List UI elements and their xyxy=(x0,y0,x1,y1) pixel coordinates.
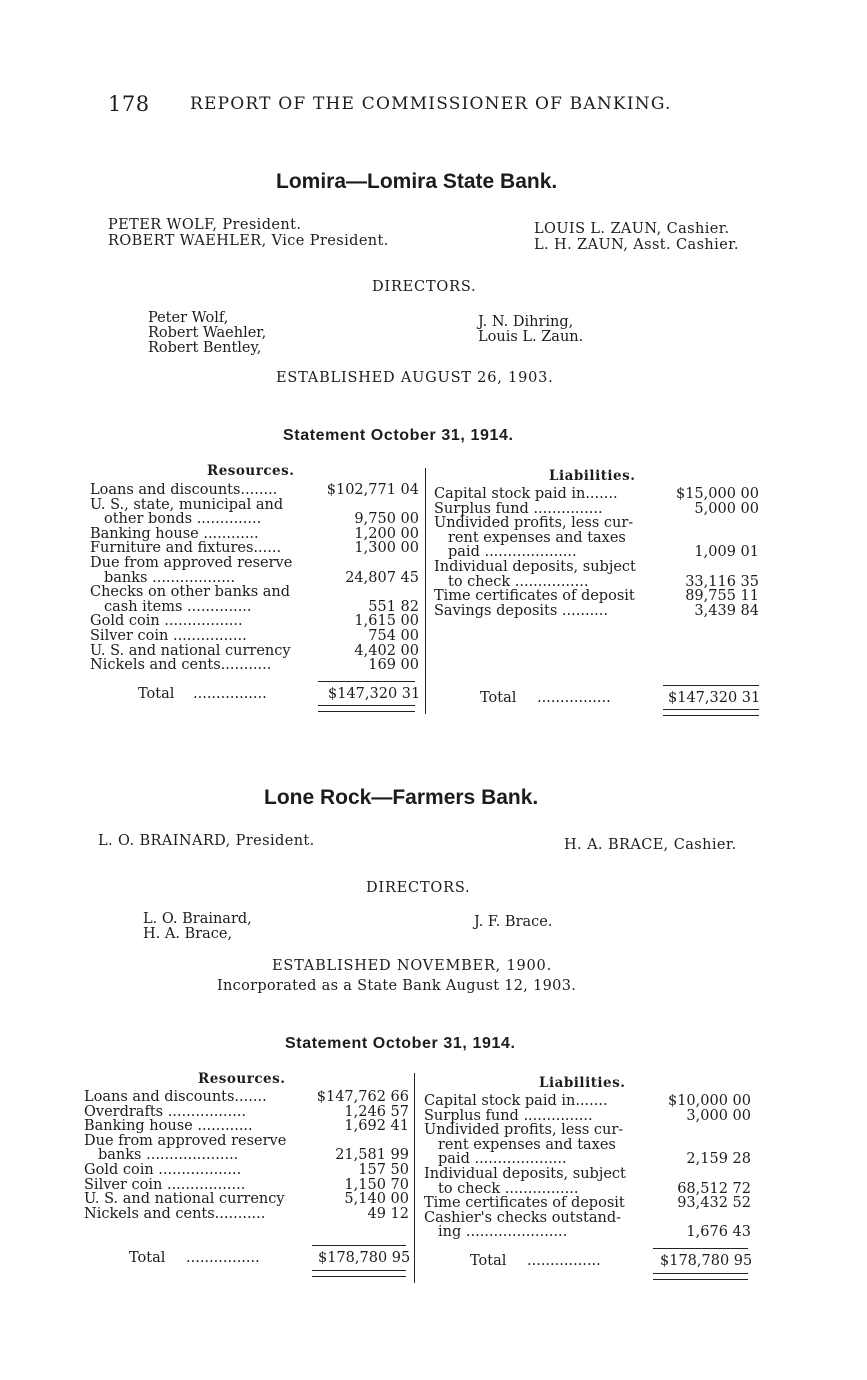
resources-total: $178,780 95 xyxy=(318,1250,411,1266)
sum-rule xyxy=(318,681,415,682)
row-amount: 2,159 28 xyxy=(686,1151,751,1168)
sum-rule xyxy=(653,1248,748,1249)
resources-total: $147,320 31 xyxy=(328,686,421,702)
officer: ROBERT WAEHLER, Vice President. xyxy=(108,233,389,249)
statement-row xyxy=(90,658,419,673)
row-label: Individual deposits, subject xyxy=(434,559,636,575)
row-label: Silver coin ................. xyxy=(84,1177,246,1193)
statement-row xyxy=(90,644,419,659)
director: H. A. Brace, xyxy=(143,926,233,942)
statement-row xyxy=(424,1182,751,1197)
row-amount: 157 50 xyxy=(358,1161,409,1178)
directors-right xyxy=(474,915,552,930)
statement-row xyxy=(90,600,419,615)
row-label: Nickels and cents........... xyxy=(84,1206,266,1222)
row-label: Undivided profits, less cur- xyxy=(434,516,634,531)
officer: LOUIS L. ZAUN, Cashier. xyxy=(534,221,730,237)
established-date: ESTABLISHED AUGUST 26, 1903. xyxy=(276,370,554,386)
statement-row xyxy=(84,1207,409,1222)
page-number: 178 xyxy=(108,92,150,116)
row-amount: 3,000 00 xyxy=(686,1107,751,1124)
row-label: Individual deposits, subject xyxy=(424,1166,626,1182)
officers-left xyxy=(108,217,389,249)
row-label: to check ................ xyxy=(448,574,589,590)
total-label: Total xyxy=(138,686,175,702)
statement-row xyxy=(434,487,759,502)
statement-title: Statement October 31, 1914. xyxy=(283,427,514,444)
column-divider xyxy=(425,468,426,714)
statement-row xyxy=(90,483,419,498)
statement-row xyxy=(424,1123,751,1138)
row-label: Capital stock paid in....... xyxy=(434,487,618,502)
statement-row xyxy=(434,560,759,575)
double-rule xyxy=(312,1270,406,1277)
officers-left xyxy=(98,833,315,849)
row-label: ing ...................... xyxy=(438,1225,568,1240)
running-title: REPORT OF THE COMMISSIONER OF BANKING. xyxy=(190,94,672,114)
row-label: Banking house ............ xyxy=(90,526,259,542)
director: J. F. Brace. xyxy=(474,914,553,930)
row-amount: 9,750 00 xyxy=(354,511,419,528)
row-label: cash items .............. xyxy=(104,599,252,615)
row-amount: 1,246 57 xyxy=(344,1103,409,1120)
director: L. O. Brainard, xyxy=(143,911,252,927)
row-amount: 93,432 52 xyxy=(677,1195,751,1212)
row-label: Due from approved reserve xyxy=(90,555,293,571)
row-amount: 4,402 00 xyxy=(354,642,419,659)
row-label: U. S. and national currency xyxy=(84,1192,285,1207)
row-amount: 5,140 00 xyxy=(344,1191,409,1208)
statement-row xyxy=(84,1090,409,1105)
statement-row xyxy=(90,527,419,542)
row-amount: 49 12 xyxy=(367,1205,409,1222)
liabilities-total: $147,320 31 xyxy=(668,690,761,706)
statement-row xyxy=(434,531,759,546)
officer: PETER WOLF, President. xyxy=(108,217,302,233)
statement-row xyxy=(84,1178,409,1193)
incorporation-note: Incorporated as a State Bank August 12, 1903. xyxy=(217,978,577,994)
row-amount: 33,116 35 xyxy=(685,573,759,590)
row-label: Loans and discounts....... xyxy=(84,1090,267,1105)
statement-row xyxy=(90,585,419,600)
bank-title: Lone Rock—Farmers Bank. xyxy=(264,786,539,809)
statement-row xyxy=(90,498,419,513)
liabilities-table xyxy=(424,1094,751,1240)
row-amount: 1,676 43 xyxy=(686,1224,751,1241)
statement-row xyxy=(434,502,759,517)
officers-right xyxy=(534,221,739,253)
row-label: banks .................... xyxy=(98,1148,239,1163)
total-label: Total xyxy=(129,1250,166,1266)
statement-row xyxy=(424,1167,751,1182)
resources-heading: Resources. xyxy=(207,463,295,479)
row-amount: $102,771 04 xyxy=(326,482,419,498)
double-rule xyxy=(663,709,759,716)
statement-row xyxy=(84,1119,409,1134)
statement-row xyxy=(90,629,419,644)
row-amount: 21,581 99 xyxy=(335,1147,409,1164)
row-label: Banking house ............ xyxy=(84,1119,253,1134)
total-leader: ................ xyxy=(537,690,611,706)
resources-total-label xyxy=(138,686,267,702)
row-amount: 3,439 84 xyxy=(694,602,759,619)
row-label: Due from approved reserve xyxy=(84,1133,287,1149)
row-label: Gold coin ................. xyxy=(90,614,243,629)
resources-table xyxy=(90,483,419,673)
directors-left xyxy=(143,912,252,942)
double-rule xyxy=(318,705,415,712)
statement-row xyxy=(424,1109,751,1124)
row-amount: 5,000 00 xyxy=(694,500,759,517)
row-amount: $147,762 66 xyxy=(316,1089,409,1105)
statement-row xyxy=(84,1148,409,1163)
row-amount: 1,009 01 xyxy=(694,544,759,561)
director: Louis L. Zaun. xyxy=(478,329,584,345)
row-label: banks .................. xyxy=(104,570,236,586)
sum-rule xyxy=(312,1245,406,1246)
bank-title: Lomira—Lomira State Bank. xyxy=(276,170,558,193)
statement-row xyxy=(424,1196,751,1211)
row-label: Surplus fund ............... xyxy=(424,1108,593,1124)
statement-row xyxy=(84,1105,409,1120)
row-label: Checks on other banks and xyxy=(90,585,291,600)
liabilities-total-label xyxy=(470,1253,601,1269)
directors-left xyxy=(148,311,266,356)
liabilities-heading: Liabilities. xyxy=(549,468,636,484)
row-label: U. S. and national currency xyxy=(90,643,291,659)
statement-row xyxy=(90,512,419,527)
double-rule xyxy=(653,1273,748,1280)
total-label: Total xyxy=(470,1253,507,1269)
liabilities-table xyxy=(434,487,759,618)
sum-rule xyxy=(663,685,759,686)
statement-row xyxy=(424,1211,751,1226)
row-label: Time certificates of deposit xyxy=(434,589,635,604)
director: J. N. Dihring, xyxy=(478,314,574,330)
row-amount: 169 00 xyxy=(368,657,419,674)
resources-heading: Resources. xyxy=(198,1071,286,1087)
row-label: Undivided profits, less cur- xyxy=(424,1123,624,1138)
statement-row xyxy=(84,1192,409,1207)
row-amount: $15,000 00 xyxy=(675,486,759,502)
officer: H. A. BRACE, Cashier. xyxy=(564,837,737,853)
row-amount: 68,512 72 xyxy=(677,1180,751,1197)
row-amount: 754 00 xyxy=(368,627,419,644)
statement-row xyxy=(90,571,419,586)
row-label: Furniture and fixtures...... xyxy=(90,541,282,556)
statement-row xyxy=(84,1134,409,1149)
total-leader: ................ xyxy=(527,1253,601,1269)
statement-row xyxy=(424,1225,751,1240)
row-amount: 24,807 45 xyxy=(345,569,419,586)
row-amount: 89,755 11 xyxy=(685,588,759,605)
row-amount: 1,200 00 xyxy=(354,525,419,542)
row-label: Time certificates of deposit xyxy=(424,1196,625,1211)
statement-row xyxy=(434,545,759,560)
directors-right xyxy=(478,315,583,345)
liabilities-total-label xyxy=(480,690,611,706)
resources-total-label xyxy=(129,1250,260,1266)
officer: L. O. BRAINARD, President. xyxy=(98,833,315,849)
column-divider xyxy=(414,1073,415,1283)
director: Robert Waehler, xyxy=(148,325,267,341)
total-leader: ................ xyxy=(193,686,267,702)
statement-row xyxy=(434,575,759,590)
directors-heading: DIRECTORS. xyxy=(372,279,477,295)
row-label: Cashier's checks outstand- xyxy=(424,1210,622,1226)
total-label: Total xyxy=(480,690,517,706)
officer: L. H. ZAUN, Asst. Cashier. xyxy=(534,237,739,253)
statement-row xyxy=(90,614,419,629)
statement-row xyxy=(424,1152,751,1167)
row-amount: 1,692 41 xyxy=(344,1118,409,1135)
row-label: Capital stock paid in....... xyxy=(424,1094,608,1109)
row-amount: 1,150 70 xyxy=(344,1176,409,1193)
row-amount: 1,300 00 xyxy=(354,540,419,557)
liabilities-heading: Liabilities. xyxy=(539,1075,626,1091)
row-label: rent expenses and taxes xyxy=(448,530,626,546)
officers-right xyxy=(564,837,737,853)
statement-row xyxy=(424,1094,751,1109)
director: Peter Wolf, xyxy=(148,310,229,326)
row-label: paid .................... xyxy=(438,1152,567,1167)
director: Robert Bentley, xyxy=(148,340,262,356)
resources-table xyxy=(84,1090,409,1221)
statement-row xyxy=(434,516,759,531)
total-leader: ................ xyxy=(186,1250,260,1266)
row-label: Nickels and cents........... xyxy=(90,658,272,673)
row-label: U. S., state, municipal and xyxy=(90,497,284,513)
established-date: ESTABLISHED NOVEMBER, 1900. xyxy=(272,958,552,974)
statement-row xyxy=(90,556,419,571)
row-amount: 551 82 xyxy=(368,598,419,615)
directors-heading: DIRECTORS. xyxy=(366,880,471,896)
row-amount: $10,000 00 xyxy=(667,1093,751,1109)
row-label: to check ................ xyxy=(438,1181,579,1197)
row-label: Surplus fund ............... xyxy=(434,501,603,517)
row-label: rent expenses and taxes xyxy=(438,1137,616,1153)
statement-row xyxy=(434,604,759,619)
statement-row xyxy=(84,1163,409,1178)
row-label: Silver coin ................ xyxy=(90,628,247,644)
row-amount: 1,615 00 xyxy=(354,613,419,630)
statement-row xyxy=(434,589,759,604)
statement-title: Statement October 31, 1914. xyxy=(285,1035,516,1052)
liabilities-total: $178,780 95 xyxy=(660,1253,753,1269)
row-label: Savings deposits .......... xyxy=(434,603,608,619)
statement-row xyxy=(90,541,419,556)
row-label: other bonds .............. xyxy=(104,512,262,527)
row-label: Gold coin .................. xyxy=(84,1162,242,1178)
row-label: Loans and discounts........ xyxy=(90,483,278,498)
row-label: Overdrafts ................. xyxy=(84,1104,247,1120)
row-label: paid .................... xyxy=(448,545,577,560)
statement-row xyxy=(424,1138,751,1153)
